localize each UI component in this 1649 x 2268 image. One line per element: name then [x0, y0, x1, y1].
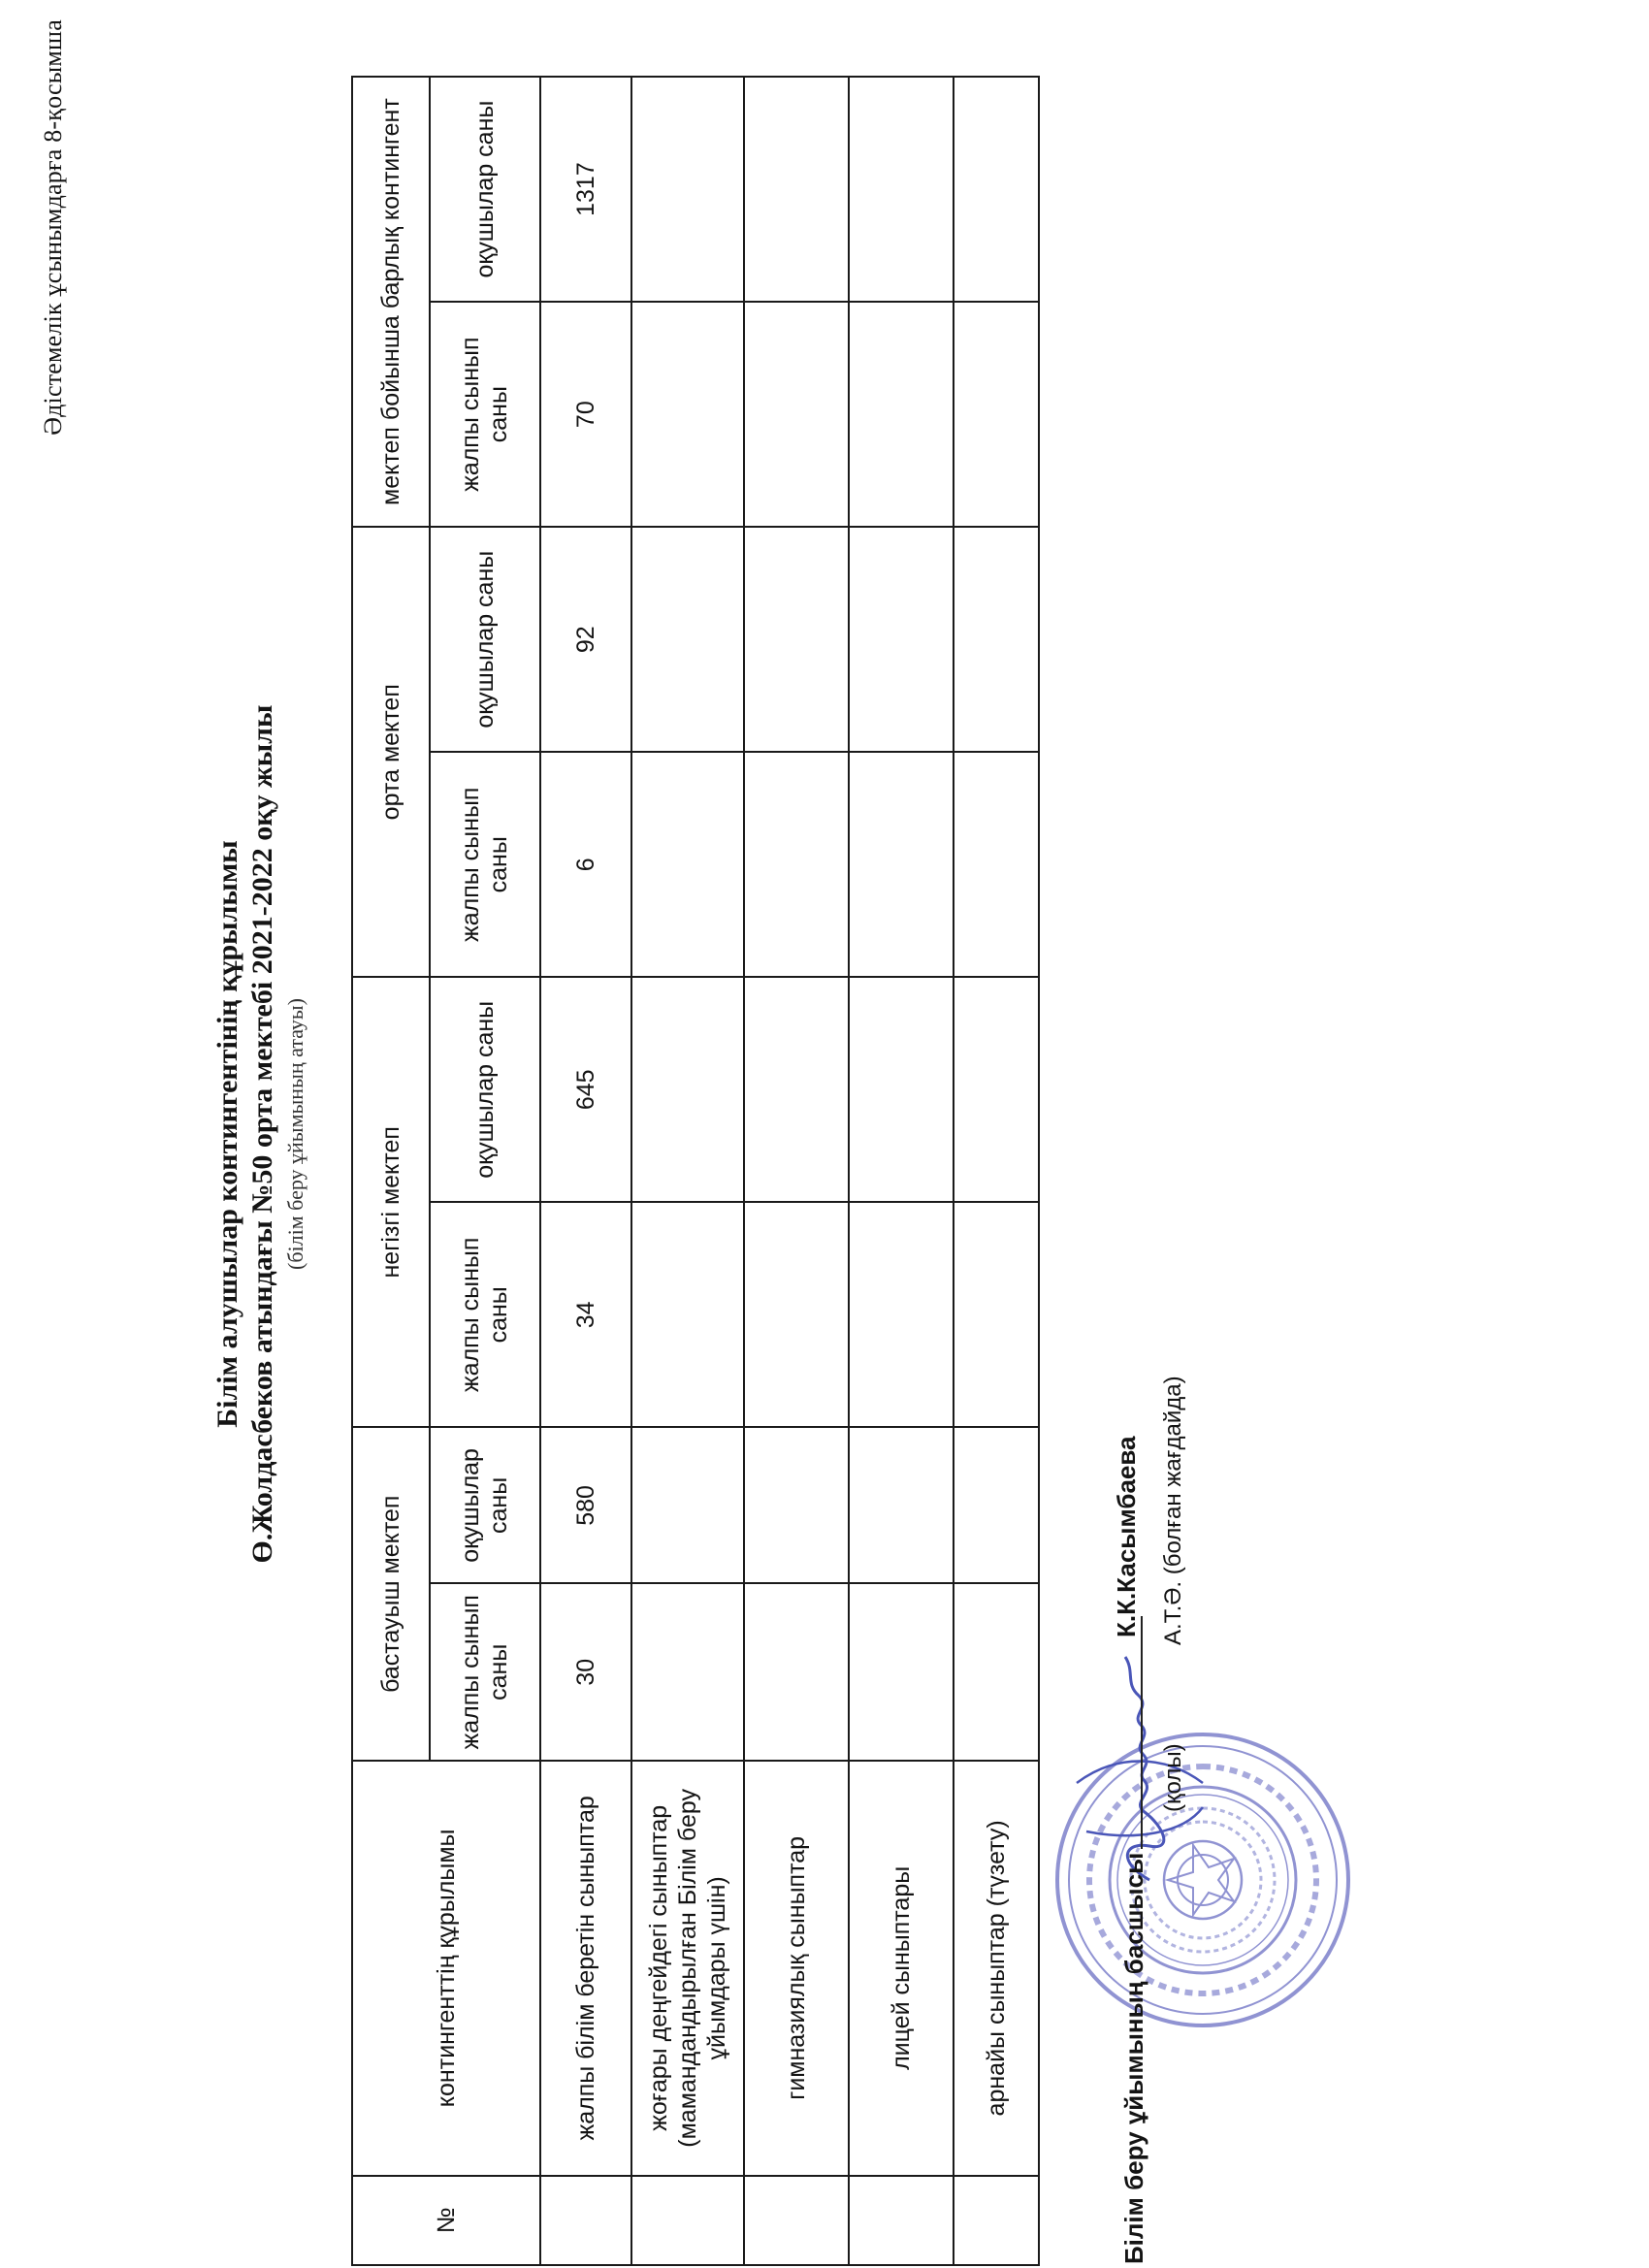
table-row-general — [540, 77, 631, 2265]
table-row-advanced — [631, 77, 744, 2265]
header-secondary: орта мектеп — [352, 527, 430, 977]
table-row-special — [954, 77, 1039, 2265]
empty-cell — [849, 527, 954, 752]
header-primary: бастауыш мектеп — [352, 1427, 430, 1761]
empty-cell — [849, 1202, 954, 1427]
empty-cell — [744, 977, 849, 1202]
empty-cell — [849, 977, 954, 1202]
row-label: гимназиялық сыныптар — [744, 1761, 849, 2176]
empty-cell — [744, 1583, 849, 1761]
head-label-text: Білім беру ұйымының басшысы — [1119, 1852, 1148, 2264]
empty-cell — [744, 302, 849, 527]
empty-cell — [744, 527, 849, 752]
secondary-students-value: 92 — [540, 527, 631, 752]
signature-caption: (қолы) — [1160, 1743, 1186, 1812]
empty-cell — [744, 1202, 849, 1427]
row-number — [744, 2176, 849, 2265]
name-caption: А.Т.Ә. (болған жағдайда) — [1160, 1376, 1186, 1645]
empty-cell — [954, 302, 1039, 527]
sub-students-basic: оқушылар саны — [430, 977, 540, 1202]
header-basic: негізгі мектеп — [352, 977, 430, 1427]
basic-classes-value: 34 — [540, 1202, 631, 1427]
empty-cell — [744, 1427, 849, 1583]
total-classes-value: 70 — [540, 302, 631, 527]
document-title: Білім алушылар контингентінің құрылымы — [211, 840, 243, 1428]
school-subtitle: (білім беру ұйымының атауы) — [283, 998, 307, 1270]
sub-students-primary: оқушылар саны — [430, 1427, 540, 1583]
primary-students-value: 580 — [540, 1427, 631, 1583]
table-row-lyceum — [849, 77, 954, 2265]
empty-cell — [849, 1427, 954, 1583]
sub-classes-secondary: жалпы сынып саны — [430, 752, 540, 977]
basic-students-value: 645 — [540, 977, 631, 1202]
empty-cell — [849, 302, 954, 527]
empty-cell — [631, 302, 744, 527]
empty-cell — [744, 77, 849, 302]
head-of-organization-label — [1119, 1612, 1149, 2264]
sub-classes-primary: жалпы сынып саны — [430, 1583, 540, 1761]
primary-classes-value: 30 — [540, 1583, 631, 1761]
empty-cell — [631, 977, 744, 1202]
empty-cell — [849, 1583, 954, 1761]
row-label: жоғары деңгейдегі сыныптар (мамандандырылған Білім беру ұйымдары үшін) — [631, 1761, 744, 2176]
sub-classes-basic: жалпы сынып саны — [430, 1202, 540, 1427]
sub-students-total: оқушылар саны — [430, 77, 540, 302]
row-label: лицей сыныптары — [849, 1761, 954, 2176]
empty-cell — [954, 1583, 1039, 1761]
empty-cell — [954, 77, 1039, 302]
empty-cell — [631, 1202, 744, 1427]
school-line: Ө.Жолдасбеков атындағы №50 орта мектебі 2021-2022 оқу жылы — [246, 704, 278, 1564]
empty-cell — [744, 752, 849, 977]
empty-cell — [631, 1583, 744, 1761]
empty-cell — [631, 77, 744, 302]
signature-blank — [1119, 1616, 1143, 1849]
header-no: № — [352, 2176, 540, 2265]
empty-cell — [631, 527, 744, 752]
total-students-value: 1317 — [540, 77, 631, 302]
table-row-gymnasium — [744, 77, 849, 2265]
sub-classes-total: жалпы сынып саны — [430, 302, 540, 527]
secondary-classes-value: 6 — [540, 752, 631, 977]
row-number — [631, 2176, 744, 2265]
row-number — [849, 2176, 954, 2265]
sub-students-secondary: оқушылар саны — [430, 527, 540, 752]
row-number — [540, 2176, 631, 2265]
empty-cell — [954, 527, 1039, 752]
empty-cell — [954, 752, 1039, 977]
contingent-table — [351, 76, 1040, 2266]
row-number — [954, 2176, 1039, 2265]
header-structure: контингенттің құрылымы — [352, 1761, 540, 2176]
row-label: арнайы сыныптар (түзету) — [954, 1761, 1039, 2176]
head-name: К.К.Касымбаева — [1112, 1436, 1141, 1637]
empty-cell — [631, 752, 744, 977]
empty-cell — [849, 752, 954, 977]
header-total: мектеп бойынша барлық контингент — [352, 77, 430, 527]
empty-cell — [849, 77, 954, 302]
empty-cell — [954, 1202, 1039, 1427]
annex-note: Әдістемелік ұсынымдарға 8-қосымша — [39, 19, 67, 436]
empty-cell — [954, 1427, 1039, 1583]
row-label: жалпы білім беретін сыныптар — [540, 1761, 631, 2176]
empty-cell — [954, 977, 1039, 1202]
empty-cell — [631, 1427, 744, 1583]
